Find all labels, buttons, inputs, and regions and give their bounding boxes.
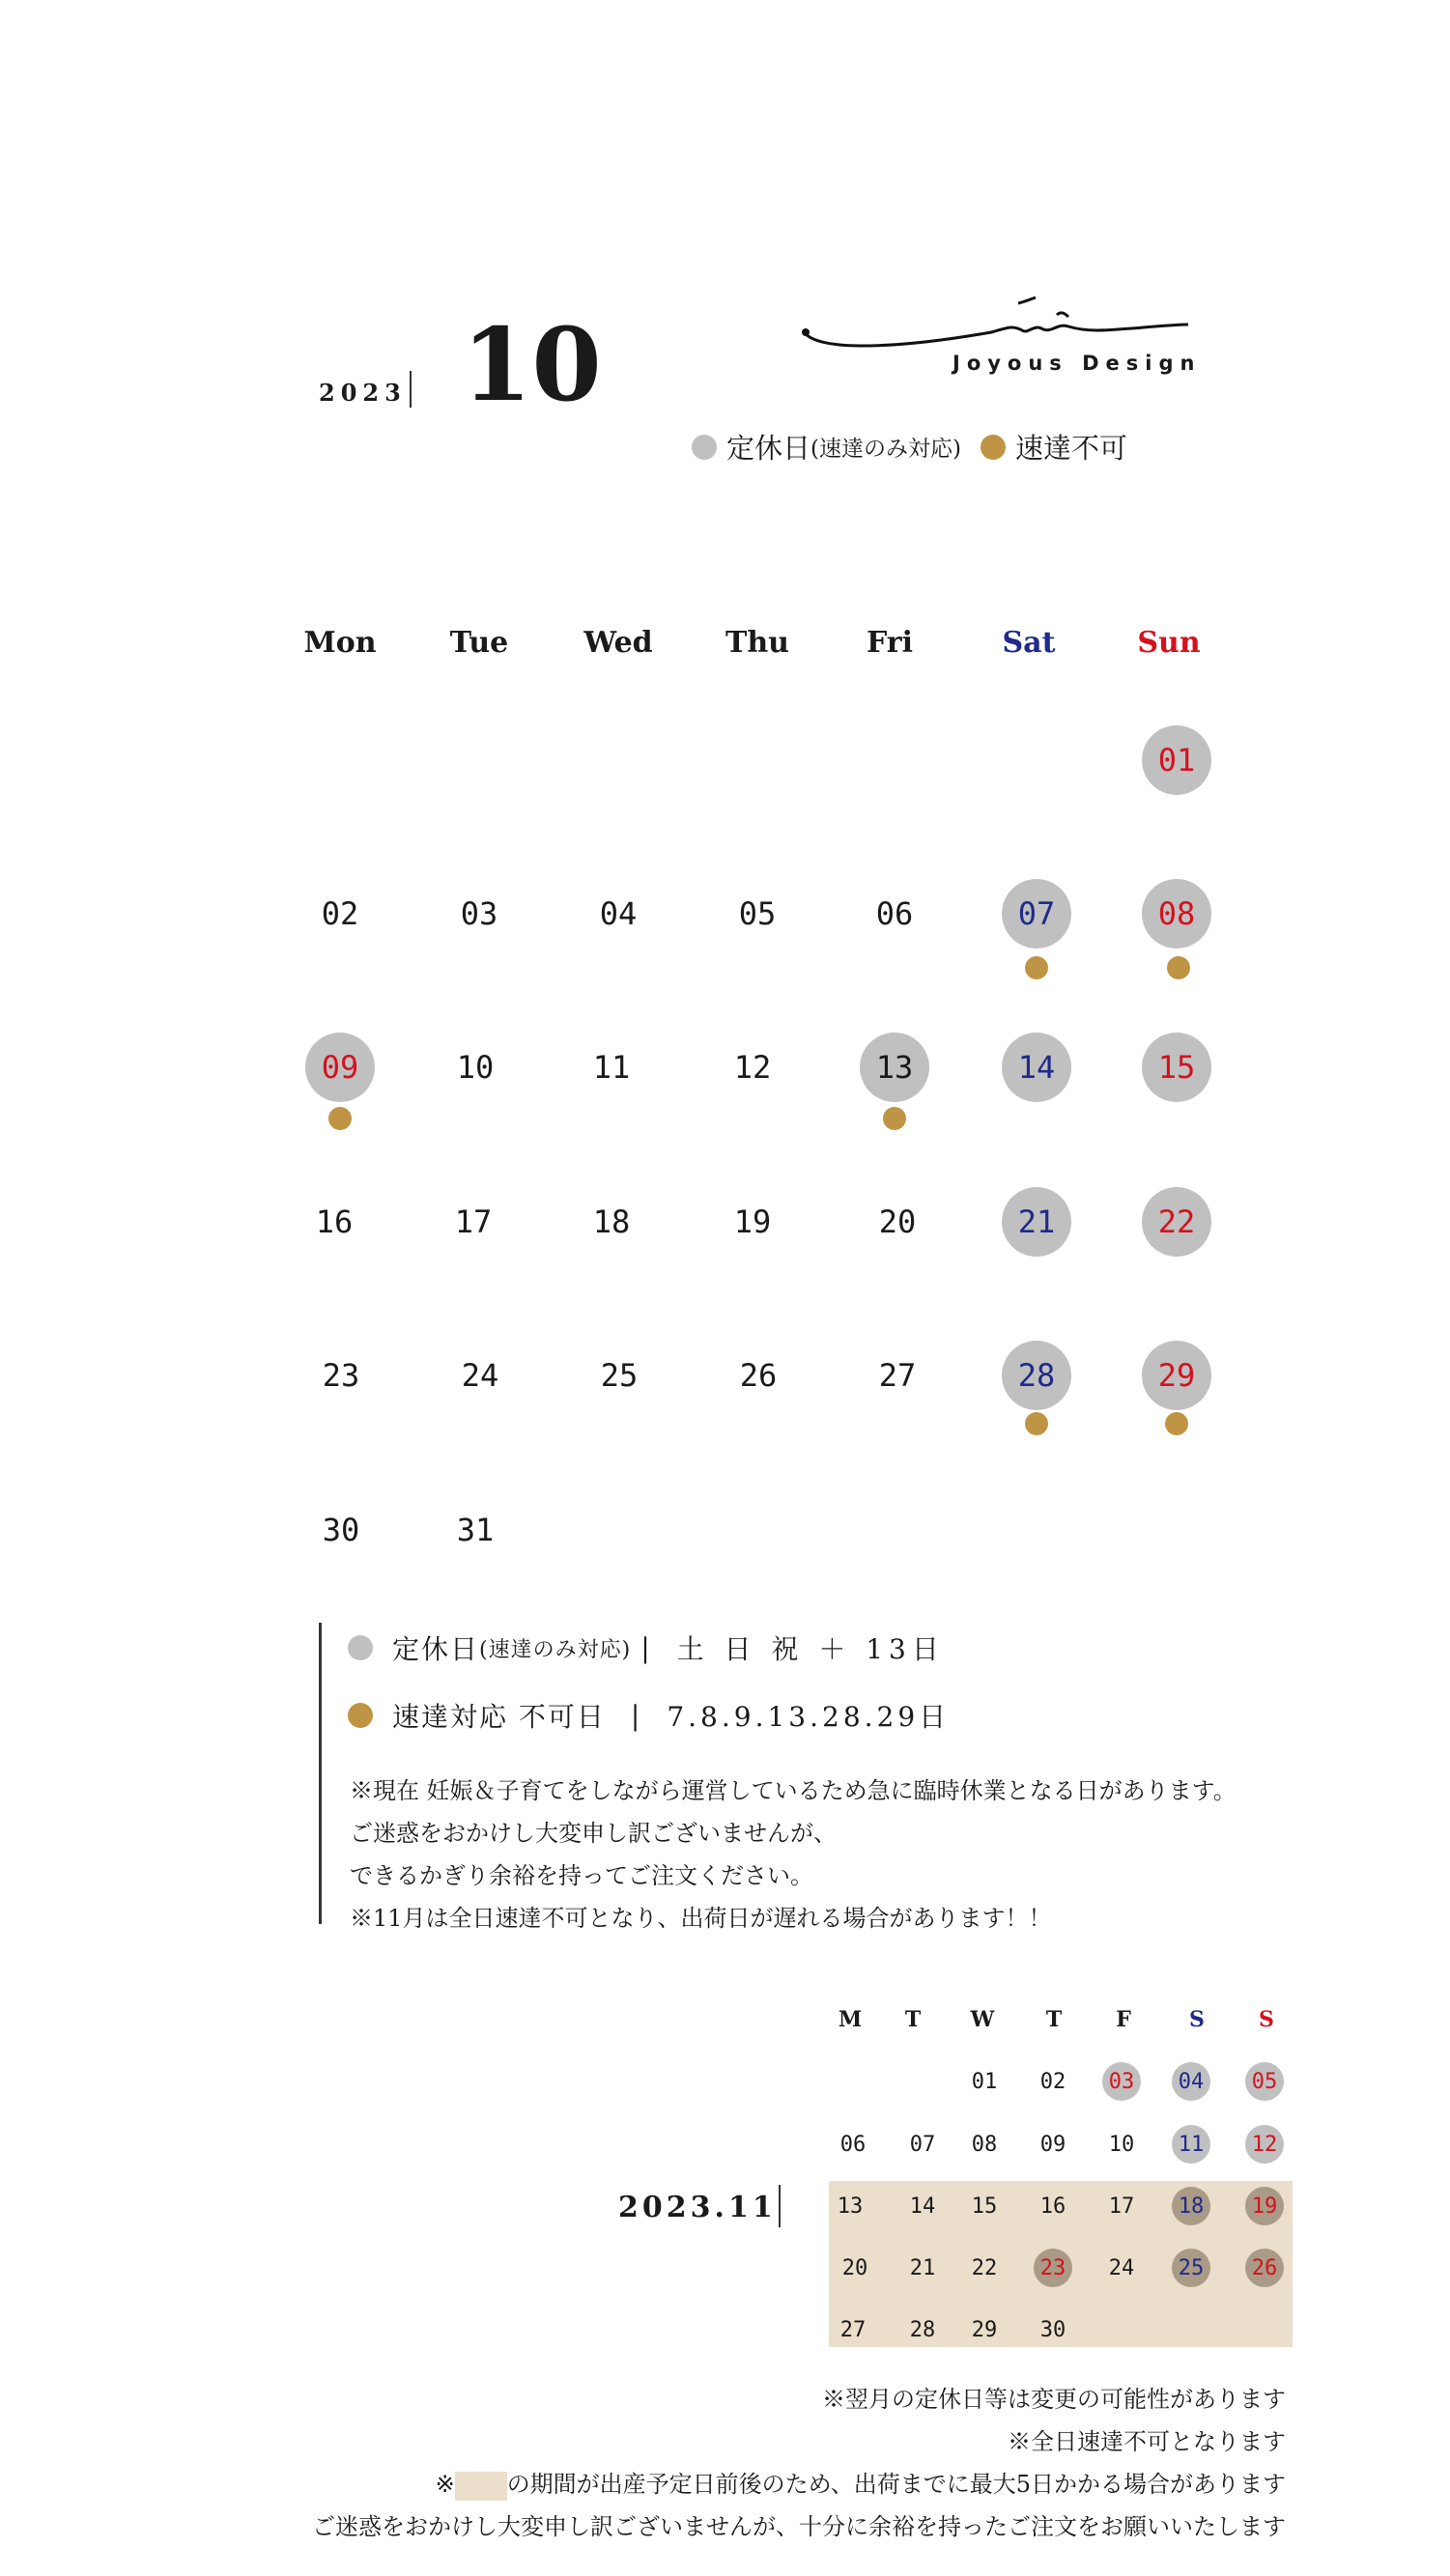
closed-dot-icon: [692, 435, 717, 460]
note-line: ご迷惑をおかけし大変申し訳ございませんが、: [350, 1820, 837, 1847]
mini-day-cell: 13: [837, 2194, 864, 2219]
year-label: 2023: [319, 379, 407, 407]
weekday-mon: Mon: [303, 626, 377, 660]
footer-note: ※翌月の定休日等は変更の可能性があります: [822, 2386, 1286, 2413]
day-cell: 20: [878, 1203, 917, 1240]
mini-weekday: S: [1259, 2007, 1274, 2032]
day-cell: 22: [1142, 1187, 1211, 1257]
mini-day-cell: 12: [1245, 2125, 1284, 2164]
day-cell: 13: [860, 1033, 929, 1102]
day-cell: 29: [1142, 1341, 1211, 1410]
footer-note-prefix: ※: [435, 2471, 455, 2498]
day-cell: 23: [322, 1357, 360, 1394]
mini-day-cell: 22: [971, 2255, 998, 2280]
info-divider: [319, 1623, 322, 1924]
month-number: 10: [462, 305, 602, 424]
info-express-value: 7.8.9.13.28.29日: [667, 1701, 951, 1733]
day-cell: 14: [1002, 1033, 1071, 1102]
mini-day-cell: 25: [1172, 2249, 1210, 2287]
footer-note: ご迷惑をおかけし大変申し訳ございませんが、十分に余裕を持ったご注文をお願いいたします: [312, 2513, 1286, 2540]
day-cell: 01: [1142, 725, 1211, 795]
mini-weekday: M: [838, 2007, 863, 2032]
day-cell: 06: [875, 895, 914, 932]
footer-note: ※全日速達不可となります: [1008, 2428, 1286, 2455]
day-cell: 19: [733, 1203, 772, 1240]
day-cell: 11: [592, 1049, 631, 1086]
legend-closed-note: (速達のみ対応): [810, 437, 961, 462]
info-express-sep: |: [630, 1699, 642, 1732]
info-closed-label: 定休日: [392, 1633, 480, 1665]
mini-day-cell: 01: [971, 2069, 998, 2094]
day-cell: 05: [738, 895, 777, 932]
day-cell: 28: [1002, 1341, 1071, 1410]
legend: [692, 427, 1127, 467]
mini-day-cell: 26: [1245, 2249, 1284, 2287]
mini-day-cell: 09: [1039, 2132, 1066, 2157]
footer-note-period: [436, 2465, 1286, 2501]
note-line: ※11月は全日速達不可となり、出荷日が遅れる場合があります！！: [350, 1905, 1052, 1932]
mini-day-cell: 08: [971, 2132, 998, 2157]
november-label: 2023.11: [618, 2191, 777, 2224]
day-cell: 31: [456, 1512, 495, 1548]
mini-day-cell: 11: [1172, 2125, 1210, 2164]
mini-weekday: T: [904, 2007, 922, 2032]
weekday-sun: Sun: [1137, 626, 1201, 660]
day-cell: 15: [1142, 1033, 1211, 1102]
mini-day-cell: 04: [1172, 2062, 1210, 2101]
legend-no-express-label: 速達不可: [1014, 432, 1127, 465]
day-cell: 18: [592, 1203, 631, 1240]
note-line: ※現在 妊娠＆子育てをしながら運営しているため急に臨時休業となる日があります。: [350, 1777, 1237, 1804]
day-cell: 16: [315, 1203, 354, 1240]
info-closed-sep: |: [640, 1631, 652, 1664]
day-cell: 26: [739, 1357, 778, 1394]
mini-day-cell: 05: [1245, 2062, 1284, 2101]
mini-day-cell: 20: [841, 2255, 868, 2280]
year-divider: [410, 371, 412, 408]
day-cell: 21: [1002, 1187, 1071, 1257]
mini-day-cell: 03: [1102, 2062, 1141, 2101]
day-cell: 07: [1002, 879, 1071, 948]
mini-day-cell: 19: [1245, 2187, 1284, 2225]
info-express-days: [348, 1696, 950, 1735]
mini-day-cell: 27: [839, 2317, 867, 2342]
no-express-dot-icon: [1165, 1412, 1188, 1435]
day-cell: 09: [305, 1033, 375, 1102]
mini-day-cell: 17: [1108, 2194, 1135, 2219]
day-cell: 24: [461, 1357, 499, 1394]
mini-weekday: F: [1116, 2007, 1131, 2032]
mini-day-cell: 30: [1039, 2317, 1066, 2342]
weekday-tue: Tue: [449, 626, 509, 660]
note-line: できるかぎり余裕を持ってご注文ください。: [350, 1862, 813, 1889]
mini-day-cell: 21: [909, 2255, 936, 2280]
weekday-thu: Thu: [725, 626, 789, 660]
day-cell: 17: [454, 1203, 493, 1240]
no-express-dot-icon: [883, 1107, 906, 1130]
info-express-label: 速達対応 不可日: [392, 1701, 606, 1733]
mini-day-cell: 06: [839, 2132, 867, 2157]
footer-note-suffix: の期間が出産予定日前後のため、出荷までに最大5日かかる場合があります: [506, 2471, 1286, 2498]
highlight-swatch: [455, 2472, 507, 2501]
day-cell: 03: [460, 895, 498, 932]
mini-weekday: T: [1045, 2007, 1063, 2032]
mini-day-cell: 07: [909, 2132, 936, 2157]
no-express-dot-icon: [981, 435, 1006, 460]
day-cell: 02: [321, 895, 359, 932]
info-closed-value: 土 日 祝 ＋ 13日: [676, 1633, 945, 1665]
day-cell: 25: [600, 1357, 639, 1394]
mini-day-cell: 16: [1039, 2194, 1066, 2219]
mini-weekday: S: [1189, 2007, 1205, 2032]
no-express-dot-icon: [1167, 956, 1190, 979]
info-closed-days: [348, 1628, 945, 1667]
mini-day-cell: 15: [971, 2194, 998, 2219]
mini-weekday: W: [970, 2007, 995, 2032]
no-express-dot-icon: [328, 1107, 352, 1130]
day-cell: 10: [456, 1049, 495, 1086]
mini-day-cell: 29: [971, 2317, 998, 2342]
no-express-dot-icon: [1025, 1412, 1048, 1435]
weekday-fri: Fri: [867, 626, 913, 660]
day-cell: 04: [599, 895, 638, 932]
info-notes: [350, 1769, 1237, 1939]
legend-closed-label: 定休日: [726, 432, 811, 465]
november-divider: [779, 2185, 781, 2227]
day-cell: 30: [322, 1512, 360, 1548]
brand-name: Joyous Design: [952, 352, 1202, 375]
weekday-sat: Sat: [1002, 626, 1056, 660]
mini-day-cell: 18: [1172, 2187, 1210, 2225]
mini-day-cell: 24: [1108, 2255, 1135, 2280]
closed-dot-icon: [348, 1635, 373, 1660]
no-express-dot-icon: [348, 1703, 373, 1728]
mini-day-cell: 14: [909, 2194, 936, 2219]
mini-day-cell: 28: [909, 2317, 936, 2342]
day-cell: 27: [878, 1357, 917, 1394]
mini-day-cell: 23: [1034, 2249, 1072, 2287]
no-express-dot-icon: [1025, 956, 1048, 979]
day-cell: 08: [1142, 879, 1211, 948]
mini-day-cell: 02: [1039, 2069, 1066, 2094]
info-closed-note: (速達のみ対応): [479, 1637, 632, 1662]
mini-day-cell: 10: [1108, 2132, 1135, 2157]
day-cell: 12: [733, 1049, 772, 1086]
weekday-wed: Wed: [583, 626, 653, 660]
